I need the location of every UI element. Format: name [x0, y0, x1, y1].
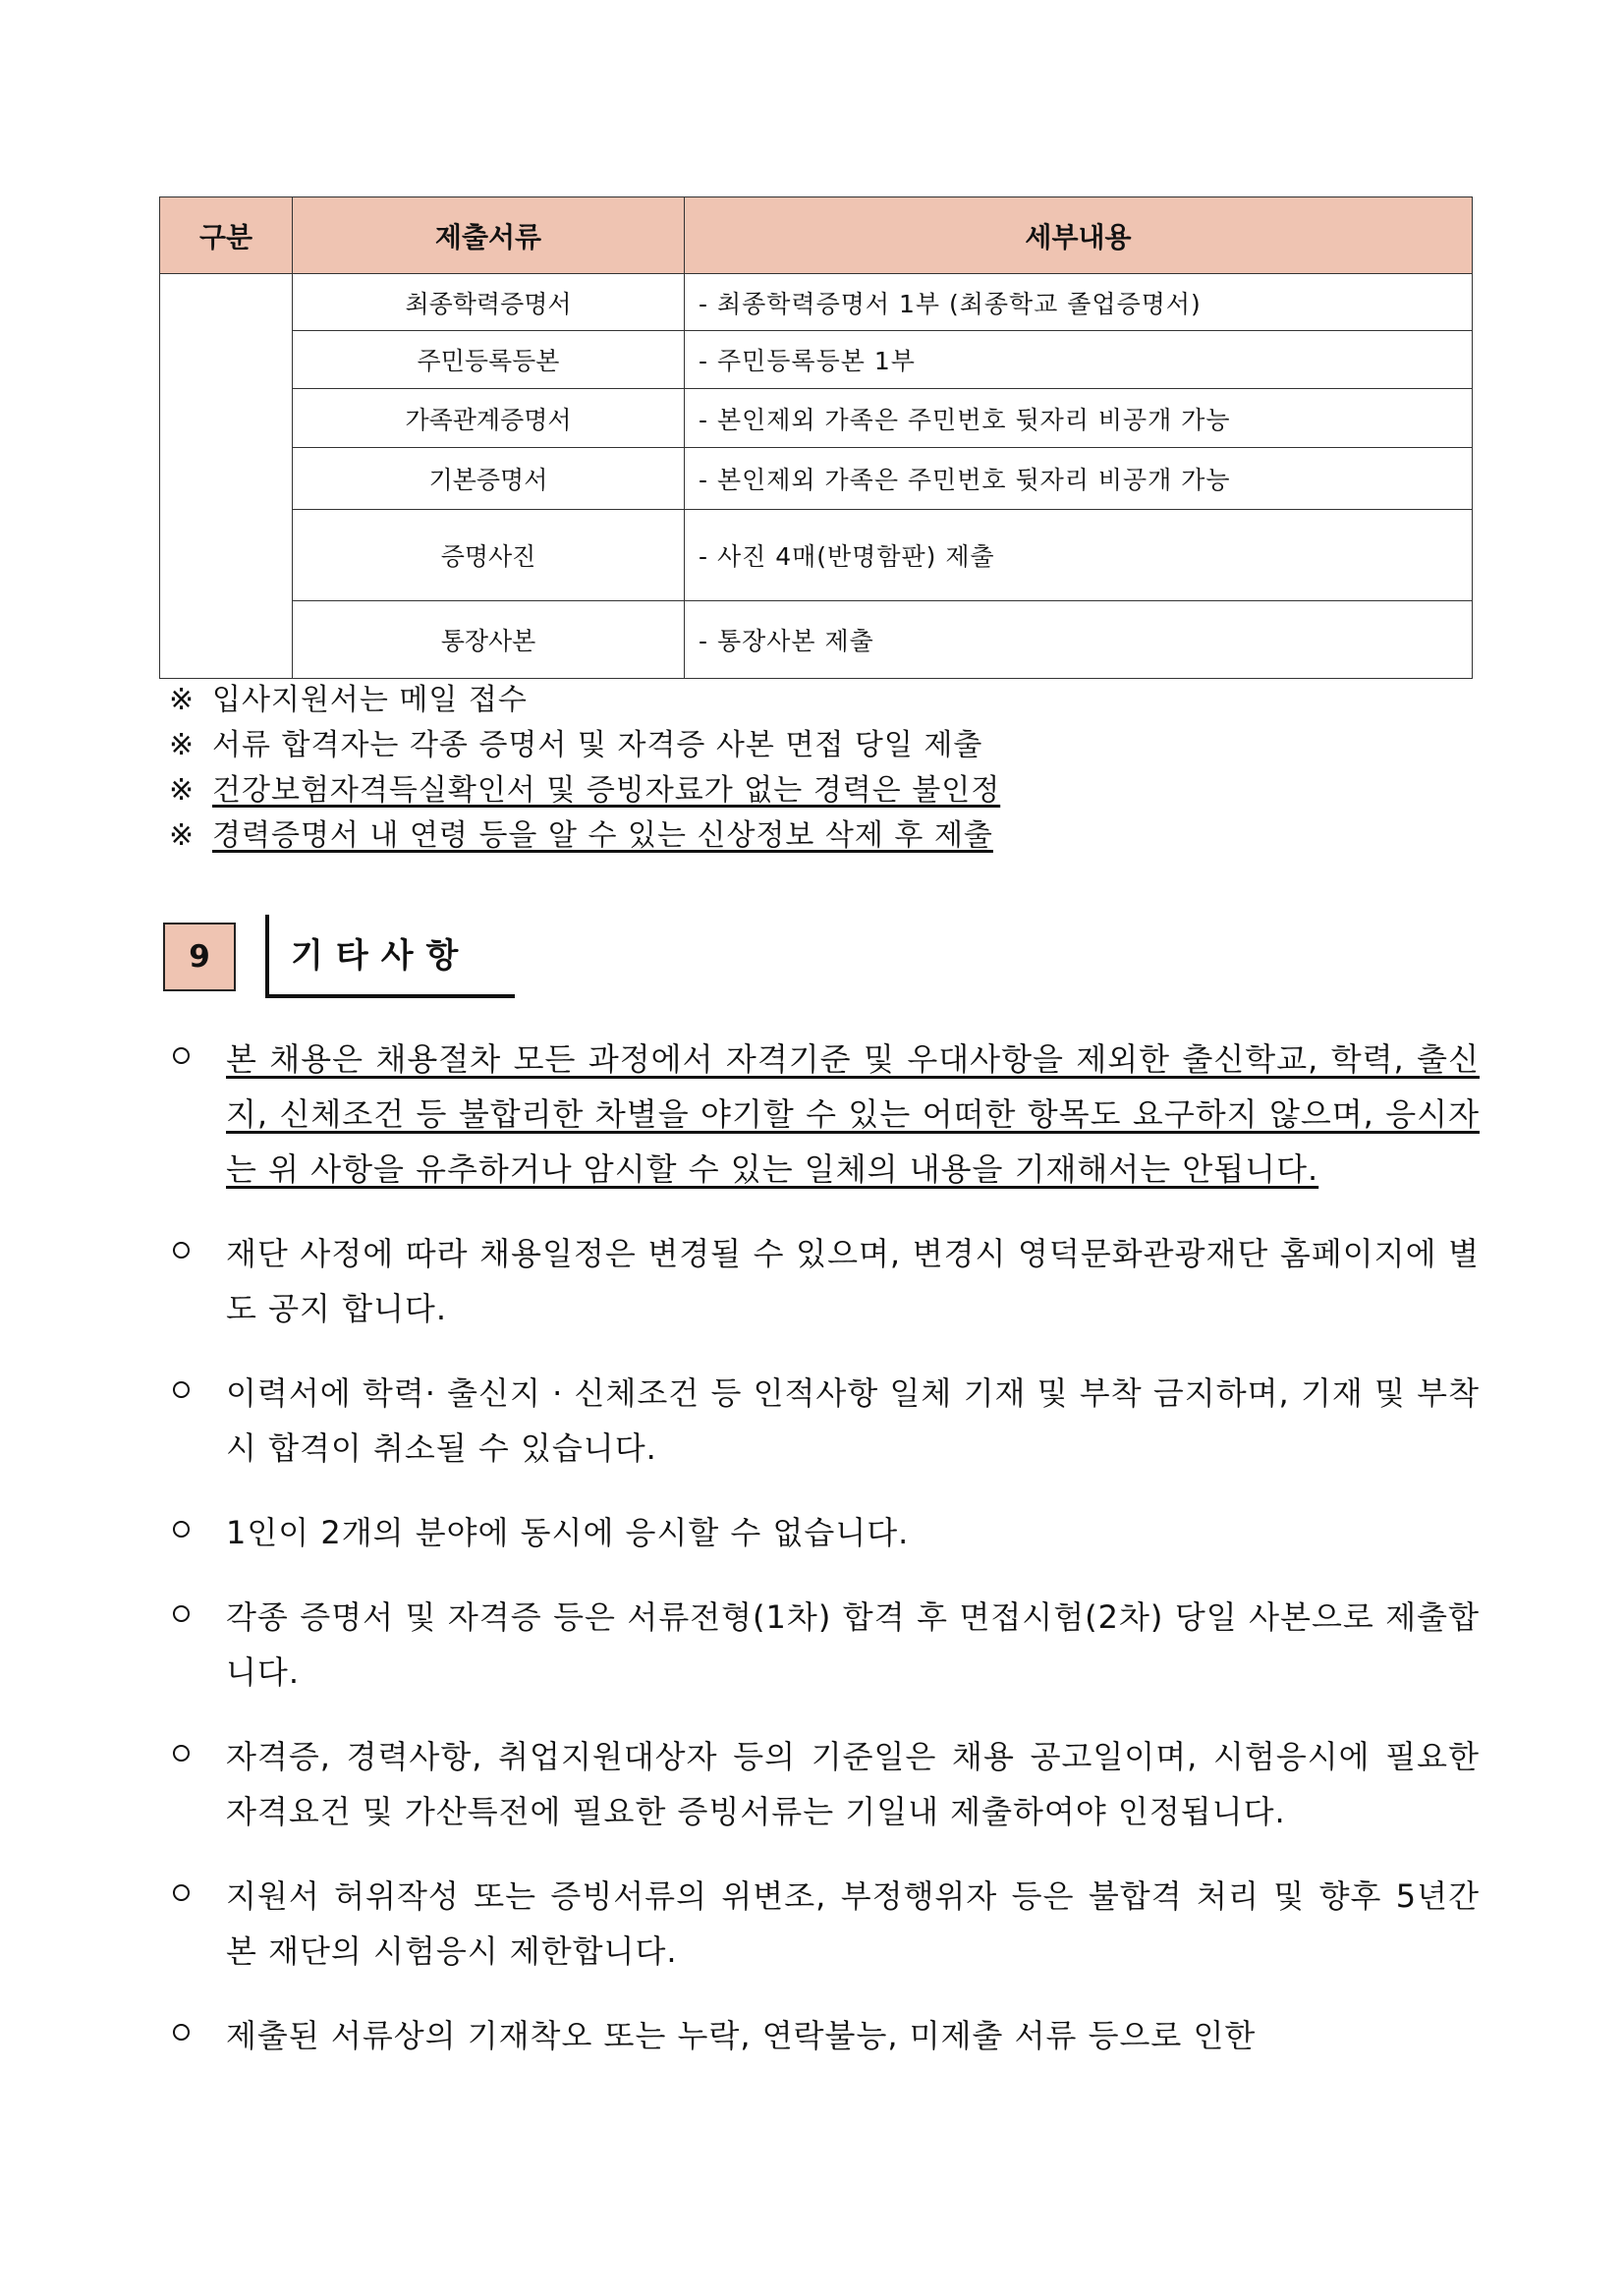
circle-bullet-icon — [173, 1521, 190, 1538]
section-heading-underline — [265, 994, 515, 998]
header-category: 구분 — [160, 197, 293, 274]
list-item — [173, 1729, 1480, 1839]
document-detail: - 주민등록등본 1부 — [685, 331, 1473, 389]
circle-bullet-icon — [173, 1884, 190, 1901]
note-text: 경력증명서 내 연령 등을 알 수 있는 신상정보 삭제 후 제출 — [212, 818, 993, 853]
document-detail: - 사진 4매(반명함판) 제출 — [685, 510, 1473, 601]
document-name: 가족관계증명서 — [293, 389, 685, 448]
section-title: 기타사항 — [291, 936, 472, 976]
section-heading-bar — [265, 915, 269, 998]
list-item-text: 자격증, 경력사항, 취업지원대상자 등의 기준일은 채용 공고일이며, 시험응시에 필요한 자격요건 및 가산특전에 필요한 증빙서류는 기일내 제출하여야 인정됩니다. — [226, 1738, 1480, 1830]
note-text: 건강보험자격득실확인서 및 증빙자료가 없는 경력은 불인정 — [212, 773, 1001, 808]
note-item — [169, 813, 1466, 859]
notes-list — [169, 678, 1466, 859]
list-item — [173, 1366, 1480, 1476]
list-item — [173, 1226, 1480, 1336]
note-item — [169, 768, 1466, 813]
reference-mark-icon: ※ — [169, 728, 196, 762]
list-item — [173, 1032, 1480, 1197]
table-row — [160, 389, 1473, 448]
document-detail: - 본인제외 가족은 주민번호 뒷자리 비공개 가능 — [685, 389, 1473, 448]
document-name: 증명사진 — [293, 510, 685, 601]
list-item-text: 이력서에 학력· 출신지 · 신체조건 등 인적사항 일체 기재 및 부착 금지하며, 기재 및 부착시 합격이 취소될 수 있습니다. — [226, 1374, 1480, 1467]
note-item — [169, 723, 1466, 768]
list-item — [173, 2008, 1480, 2063]
notice-list — [173, 1032, 1480, 2063]
table-row — [160, 331, 1473, 389]
circle-bullet-icon — [173, 1381, 190, 1398]
note-text: 서류 합격자는 각종 증명서 및 자격증 사본 면접 당일 제출 — [212, 728, 983, 762]
document-name: 기본증명서 — [293, 448, 685, 510]
list-item-text: 본 채용은 채용절차 모든 과정에서 자격기준 및 우대사항을 제외한 출신학교, 학력, 출신지, 신체조건 등 불합리한 차별을 야기할 수 있는 어떠한 항목도 요구하지 않으며, 응시자는 위 사항을 유추하거나 암시할 수 있는 일체의 내용을 기재해서는 안됩니다. — [226, 1040, 1480, 1188]
table-header-row — [160, 197, 1473, 274]
note-item — [169, 678, 1466, 723]
list-item-text: 제출된 서류상의 기재착오 또는 누락, 연락불능, 미제출 서류 등으로 인한 — [226, 2017, 1257, 2054]
document-name: 통장사본 — [293, 601, 685, 679]
reference-mark-icon: ※ — [169, 818, 196, 853]
circle-bullet-icon — [173, 1047, 190, 1064]
header-documents: 제출서류 — [293, 197, 685, 274]
reference-mark-icon: ※ — [169, 773, 196, 808]
section-heading — [265, 915, 515, 998]
list-item-text: 1인이 2개의 분야에 동시에 응시할 수 없습니다. — [226, 1514, 910, 1551]
required-documents-table — [159, 196, 1473, 679]
document-detail: - 최종학력증명서 1부 (최종학교 졸업증명서) — [685, 274, 1473, 331]
table-row — [160, 601, 1473, 679]
list-item-text: 재단 사정에 따라 채용일정은 변경될 수 있으며, 변경시 영덕문화관광재단 홈페이지에 별도 공지 합니다. — [226, 1235, 1480, 1327]
category-cell — [160, 274, 293, 679]
circle-bullet-icon — [173, 1242, 190, 1259]
section-number-badge: 9 — [163, 923, 236, 991]
document-detail: - 통장사본 제출 — [685, 601, 1473, 679]
list-item-text: 각종 증명서 및 자격증 등은 서류전형(1차) 합격 후 면접시험(2차) 당일 사본으로 제출합니다. — [226, 1598, 1480, 1691]
circle-bullet-icon — [173, 2024, 190, 2041]
document-detail: - 본인제외 가족은 주민번호 뒷자리 비공개 가능 — [685, 448, 1473, 510]
table-row — [160, 510, 1473, 601]
reference-mark-icon: ※ — [169, 683, 196, 717]
circle-bullet-icon — [173, 1605, 190, 1622]
circle-bullet-icon — [173, 1745, 190, 1762]
list-item — [173, 1869, 1480, 1979]
note-text: 입사지원서는 메일 접수 — [212, 683, 528, 717]
list-item — [173, 1590, 1480, 1700]
list-item — [173, 1505, 1480, 1560]
list-item-text: 지원서 허위작성 또는 증빙서류의 위변조, 부정행위자 등은 불합격 처리 및 향후 5년간 본 재단의 시험응시 제한합니다. — [226, 1877, 1480, 1970]
document-name: 주민등록등본 — [293, 331, 685, 389]
table-row — [160, 274, 1473, 331]
table-row — [160, 448, 1473, 510]
header-details: 세부내용 — [685, 197, 1473, 274]
document-name: 최종학력증명서 — [293, 274, 685, 331]
